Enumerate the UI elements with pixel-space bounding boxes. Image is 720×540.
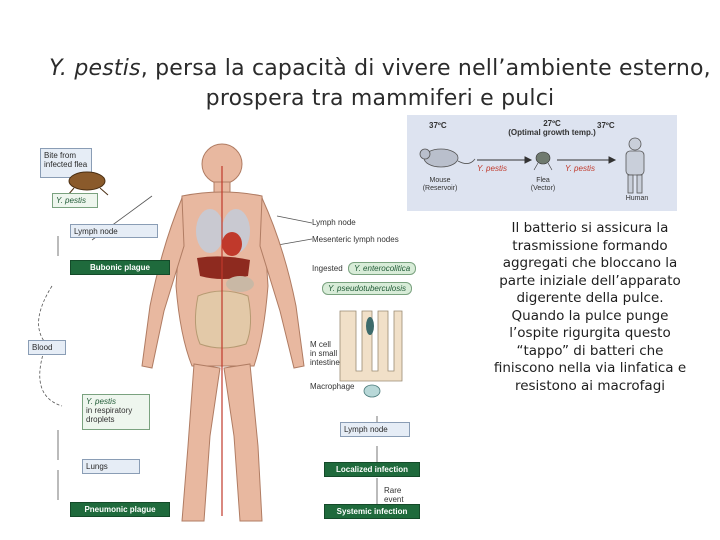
temp-flea-value: 27ºC <box>543 119 561 128</box>
ingested-label: Ingested <box>312 264 343 273</box>
macrophage-label: Macrophage <box>310 382 355 391</box>
mcell-label: M cell in small intestine <box>310 340 340 367</box>
mouse-role: (Reservoir) <box>422 185 458 192</box>
transmission-cycle-figure <box>407 115 677 211</box>
mesenteric-label: Mesenteric lymph nodes <box>312 235 399 244</box>
bubonic-plague-box: Bubonic plague <box>70 260 170 275</box>
respiratory-label: in respiratory droplets <box>86 406 133 424</box>
mouse-label: Mouse <box>429 177 451 184</box>
respiratory-box <box>82 394 150 430</box>
arrow-label-left: Y. pestis <box>477 164 507 173</box>
arrow-label-right: Y. pestis <box>565 164 595 173</box>
temp-flea-note: (Optimal growth temp.) <box>508 128 596 137</box>
flea-role: (Vector) <box>530 185 556 192</box>
bite-box: Bite from infected flea <box>40 148 92 178</box>
systemic-infection-box: Systemic infection <box>324 504 420 519</box>
lymph-node-left-box: Lymph node <box>70 224 158 238</box>
flea-caption <box>521 177 565 193</box>
flea-drawing-icon <box>62 166 112 196</box>
ypestis-top-box: Y. pestis <box>52 193 98 208</box>
slide-title <box>40 54 720 114</box>
explanation-paragraph: Il batterio si assicura la trasmissione formando aggregati che bloccano la parte iniziale dell’apparato digerente della pulce. Quando la pulce punge l’ospite rigurgita questo “tappo” di batteri che finiscono nella via linfatica e resistono ai macrofagi <box>493 220 687 394</box>
temp-human: 37ºC <box>597 121 615 130</box>
flea-icon <box>534 152 552 170</box>
enterocolitica-pill: Y. enterocolitica <box>348 262 416 275</box>
mouse-icon <box>420 149 475 167</box>
lymph-node-right-box: Lymph node <box>340 422 410 437</box>
temp-mouse: 37ºC <box>429 121 447 130</box>
pneumonic-plague-box: Pneumonic plague <box>70 502 170 517</box>
flea-label: Flea <box>536 177 550 184</box>
pseudotb-pill: Y. pseudotuberculosis <box>322 282 412 295</box>
lungs-box: Lungs <box>82 459 140 474</box>
plague-pathway-diagram <box>22 136 422 526</box>
rare-event-label: Rare event <box>384 486 404 504</box>
human-caption: Human <box>625 195 649 202</box>
title-species: Y. pestis <box>49 56 141 81</box>
mouse-caption <box>415 177 465 193</box>
title-text: , persa la capacità di vivere nell’ambiente esterno, prospera tra mammiferi e pulci <box>140 56 711 111</box>
lymph-node-label: Lymph node <box>312 218 356 227</box>
ypestis-bottom-label: Y. pestis <box>86 397 116 406</box>
localized-infection-box: Localized infection <box>324 462 420 477</box>
human-icon <box>626 138 644 193</box>
blood-box: Blood <box>28 340 66 355</box>
